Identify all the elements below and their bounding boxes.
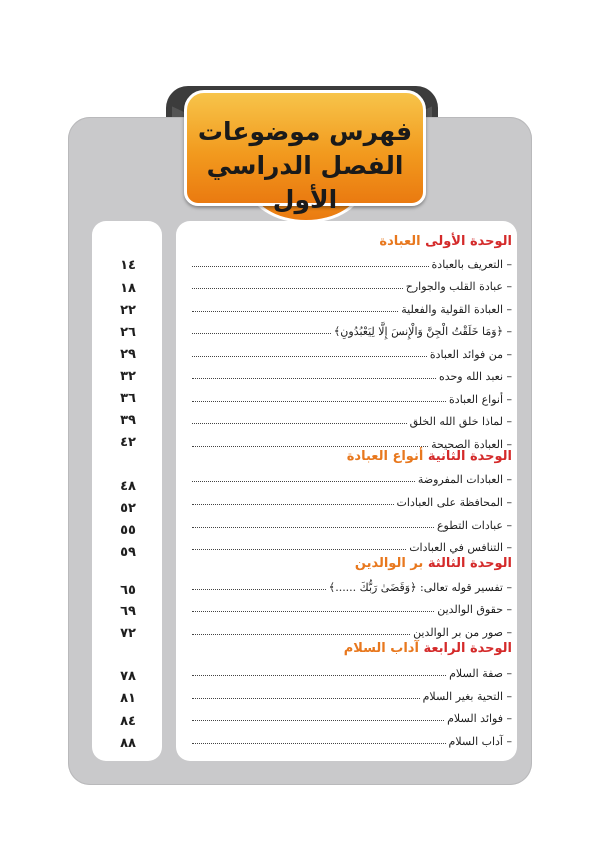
- entry-page: ٧٨: [120, 669, 136, 684]
- entry-title: – من فوائد العبادة: [429, 348, 512, 361]
- leader-dots: [192, 265, 429, 267]
- header-title-line2: الفصل الدراسي الأول: [206, 151, 404, 214]
- toc-entry[interactable]: [192, 363, 512, 383]
- leader-dots: [192, 674, 446, 676]
- entry-title: – المحافظة على العبادات: [396, 496, 512, 509]
- unit-3-label: الوحدة الثالثة: [427, 556, 512, 571]
- toc-entry[interactable]: [192, 728, 512, 748]
- leader-dots: [192, 287, 403, 289]
- toc-entry[interactable]: [192, 574, 512, 594]
- toc-entry[interactable]: [192, 431, 512, 451]
- unit-2-label: الوحدة الثانية: [427, 449, 512, 464]
- entry-page: ٦٥: [120, 583, 136, 598]
- entry-page: ٣٦: [120, 391, 136, 406]
- leader-dots: [192, 633, 410, 635]
- entry-title: – التحية بغير السلام: [422, 690, 512, 703]
- leader-dots: [192, 526, 434, 528]
- toc-entry[interactable]: [192, 251, 512, 271]
- toc-entry[interactable]: [192, 318, 512, 338]
- leader-dots: [192, 377, 436, 379]
- entry-title: – تفسير قوله تعالى: ﴿وَقَضَىٰ رَبُّكَ ......﴾: [328, 581, 512, 594]
- entry-title: – التنافس في العبادات: [409, 541, 512, 554]
- entry-page: ٥٥: [120, 523, 136, 538]
- toc-entry[interactable]: [192, 489, 512, 509]
- leader-dots: [192, 548, 406, 550]
- entry-title: – العبادة الصحيحة: [431, 438, 512, 451]
- entry-title: – لماذا خلق الله الخلق: [409, 415, 512, 428]
- leader-dots: [192, 588, 326, 590]
- leader-dots: [192, 503, 394, 505]
- leader-dots: [192, 332, 331, 334]
- entry-page: ٢٢: [120, 303, 136, 318]
- entry-page: ٦٩: [120, 604, 136, 619]
- entry-page: ٤٨: [120, 479, 136, 494]
- toc-entry[interactable]: [192, 619, 512, 639]
- entry-page: ٢٩: [120, 347, 136, 362]
- toc-entry[interactable]: [192, 596, 512, 616]
- unit-1-title: [379, 234, 512, 249]
- entry-page: ٥٩: [120, 545, 136, 560]
- leader-dots: [192, 310, 398, 312]
- entry-page: ٢٦: [120, 325, 136, 340]
- entry-title: – فوائد السلام: [447, 712, 512, 725]
- unit-2-topic: أنواع العبادة: [346, 449, 424, 464]
- leader-dots: [192, 445, 428, 447]
- header-title-line1: فهرس موضوعات: [197, 117, 413, 146]
- leader-dots: [192, 697, 420, 699]
- entry-title: – ﴿وَمَا خَلَقْتُ الْجِنَّ وَالْإِنسَ إِلَّا لِيَعْبُدُونِ﴾: [333, 325, 512, 338]
- toc-entry[interactable]: [192, 341, 512, 361]
- leader-dots: [192, 355, 427, 357]
- toc-entry[interactable]: [192, 683, 512, 703]
- unit-1-label: الوحدة الأولى: [425, 234, 512, 249]
- unit-4-title: [344, 641, 512, 656]
- entry-title: – آداب السلام: [448, 735, 512, 748]
- toc-entry[interactable]: [192, 273, 512, 293]
- toc-entry[interactable]: [192, 512, 512, 532]
- entry-title: – صفة السلام: [449, 667, 512, 680]
- entry-title: – العبادة القولية والفعلية: [401, 303, 512, 316]
- entry-page: ٨٤: [120, 714, 136, 729]
- unit-3-title: [355, 556, 512, 571]
- leader-dots: [192, 610, 434, 612]
- entry-title: – عبادة القلب والجوارح: [405, 280, 512, 293]
- toc-entry[interactable]: [192, 296, 512, 316]
- toc-entry[interactable]: [192, 386, 512, 406]
- entry-title: – عبادات التطوع: [436, 519, 512, 532]
- entry-page: ٧٢: [120, 626, 136, 641]
- unit-2-title: [347, 449, 512, 464]
- toc-entry[interactable]: [192, 705, 512, 725]
- entry-page: ٤٢: [120, 435, 136, 450]
- leader-dots: [192, 480, 415, 482]
- entry-title: – صور من بر الوالدين: [413, 626, 512, 639]
- toc-entry[interactable]: [192, 534, 512, 554]
- entry-page: ٨٨: [120, 736, 136, 751]
- leader-dots: [192, 400, 446, 402]
- entry-title: – نعبد الله وحده: [438, 370, 512, 383]
- unit-1-topic: العبادة: [379, 234, 421, 249]
- entry-page: ١٤: [120, 258, 136, 273]
- unit-4-label: الوحدة الرابعة: [423, 641, 512, 656]
- toc-entry[interactable]: [192, 660, 512, 680]
- entry-title: – التعريف بالعبادة: [431, 258, 512, 271]
- unit-4-topic: آداب السلام: [343, 641, 419, 656]
- toc-entry[interactable]: [192, 466, 512, 486]
- leader-dots: [192, 742, 446, 744]
- entry-page: ١٨: [120, 281, 136, 296]
- entry-title: – أنواع العبادة: [449, 393, 512, 406]
- toc-entry[interactable]: [192, 408, 512, 428]
- entry-page: ٣٩: [120, 413, 136, 428]
- leader-dots: [192, 719, 444, 721]
- leader-dots: [192, 422, 407, 424]
- entry-title: – العبادات المفروضة: [417, 473, 512, 486]
- entry-page: ٨١: [120, 691, 136, 706]
- unit-3-topic: بر الوالدين: [354, 556, 424, 571]
- entry-title: – حقوق الوالدين: [437, 603, 512, 616]
- entry-page: ٥٢: [120, 501, 136, 516]
- entry-page: ٣٢: [120, 369, 136, 384]
